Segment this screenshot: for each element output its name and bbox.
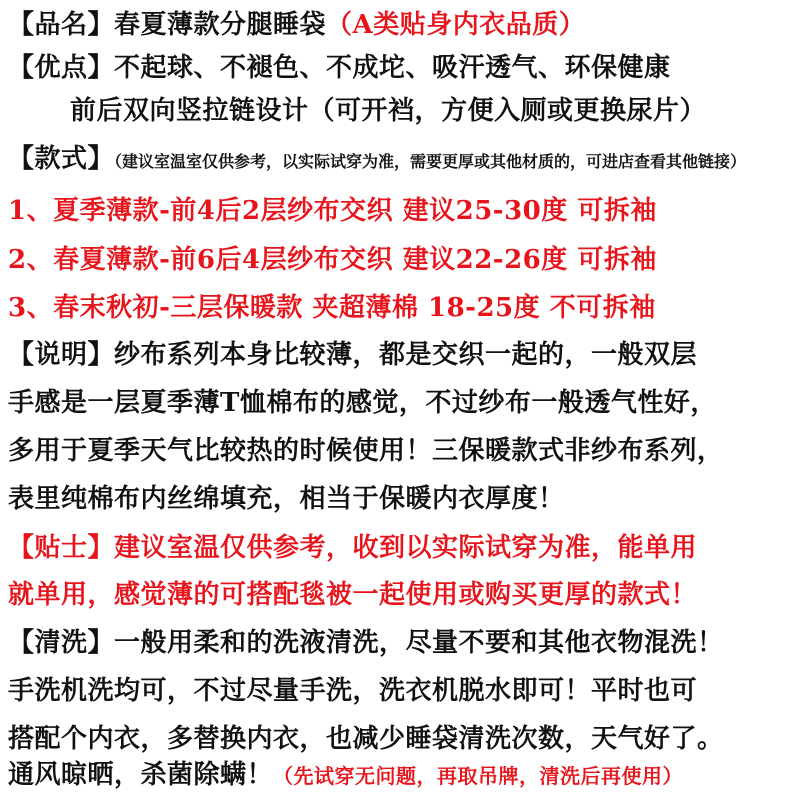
advantages-label: 【优点】 <box>8 53 115 83</box>
product-name-value: 春夏薄款分腿睡袋 <box>114 10 327 40</box>
product-name-label: 【品名】 <box>8 10 115 40</box>
washing-line-1 <box>8 618 800 668</box>
tips-label: 【贴士】 <box>8 533 115 563</box>
style-option-2-text: 2、春夏薄款-前6后4层纱布交织 建议22-26度 可拆袖 <box>8 245 657 275</box>
description-label: 【说明】 <box>8 340 115 370</box>
style-option-3-text: 3、春末秋初-三层保暖款 夹超薄棉 18-25度 不可拆袖 <box>8 293 656 323</box>
styles-label: 【款式】 <box>8 144 115 174</box>
styles-note: （建议室温室仅供参考，以实际试穿为准，需要更厚或其他材质的，可进店查看其他链接） <box>114 152 747 171</box>
style-option-2 <box>8 235 800 285</box>
description-text-3: 多用于夏季天气比较热的时候使用！三保暖款式非纱布系列， <box>8 436 724 466</box>
zipper-design-text: 前后双向竖拉链设计（可开裆，方便入厕或更换尿片） <box>70 96 707 126</box>
washing-label: 【清洗】 <box>8 628 115 658</box>
description-text-2: 手感是一层夏季薄T恤棉布的感觉，不过纱布一般透气性好， <box>8 388 717 418</box>
washing-line-4 <box>8 750 800 800</box>
description-line-2 <box>8 378 800 428</box>
tips-text-1: 建议室温仅供参考，收到以实际试穿为准，能单用 <box>114 533 698 563</box>
washing-text-4: 通风晾晒，杀菌除螨！ <box>8 760 274 790</box>
styles-header-line <box>8 134 800 184</box>
description-text-1: 纱布系列本身比较薄，都是交织一起的，一般双层 <box>114 340 698 370</box>
washing-text-3: 搭配个内衣，多替换内衣，也减少睡袋清洗次数，天气好了。 <box>8 724 724 754</box>
washing-line-2 <box>8 666 800 716</box>
zipper-design-line <box>70 86 800 136</box>
washing-text-2: 手洗机洗均可，不过尽量手洗，洗衣机脱水即可！平时也可 <box>8 676 698 706</box>
description-line-1 <box>8 330 800 380</box>
tips-line-2 <box>8 570 800 620</box>
product-quality-note: （A类贴身内衣品质） <box>326 10 586 40</box>
try-on-note: （先试穿无问题，再取吊牌，清洗后再使用） <box>273 764 684 788</box>
style-option-3 <box>8 283 800 333</box>
tips-line-1 <box>8 523 800 573</box>
description-line-3 <box>8 426 800 476</box>
tips-text-2: 就单用，感觉薄的可搭配毯被一起使用或购买更厚的款式！ <box>8 580 698 610</box>
style-option-1-text: 1、夏季薄款-前4后2层纱布交织 建议25-30度 可拆袖 <box>8 196 657 226</box>
washing-text-1: 一般用柔和的洗液清洗，尽量不要和其他衣物混洗！ <box>114 628 724 658</box>
style-option-1 <box>8 186 800 236</box>
advantages-text: 不起球、不褪色、不成坨、吸汗透气、环保健康 <box>114 53 671 83</box>
description-text-4: 表里纯棉布内丝绵填充，相当于保暖内衣厚度！ <box>8 484 565 514</box>
description-line-4 <box>8 474 800 524</box>
